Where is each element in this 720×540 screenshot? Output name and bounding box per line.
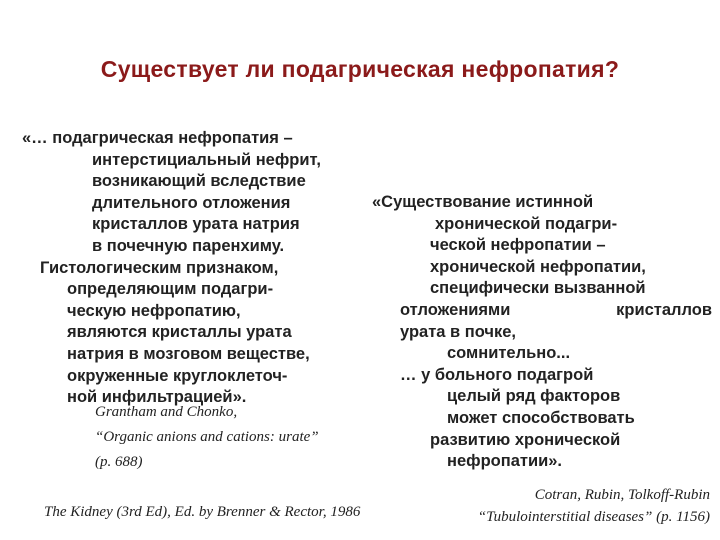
right-quote <box>372 192 712 473</box>
right-quote-word: кристаллов <box>616 300 712 319</box>
left-quote-line: интерстициальный нефрит, <box>92 150 321 169</box>
left-citation-line: Grantham and Chonko, <box>95 404 238 420</box>
right-quote-line: развитию хронической <box>430 430 621 449</box>
right-quote-line: хронической подагри- <box>435 214 618 233</box>
footer-source-left: The Kidney (3rd Ed), Ed. by Brenner & Rector, 1986 <box>44 504 361 520</box>
left-quote-line: окруженные круглоклеточ- <box>67 366 288 385</box>
footer-source-right-line: “Tubulointerstitial diseases” (p. 1156) <box>477 509 710 525</box>
right-quote-line: ческой нефропатии – <box>430 236 606 255</box>
left-quote-line: ной инфильтрацией». <box>67 388 247 407</box>
left-quote-line: ческую нефропатию, <box>67 301 241 320</box>
left-citation <box>95 400 319 475</box>
left-quote-line: длительного отложения <box>92 193 291 212</box>
left-quote-line: натрия в мозговом веществе, <box>67 344 310 363</box>
left-citation-line: “Organic anions and cations: urate” <box>95 429 319 445</box>
right-quote-line: специфически вызванной <box>430 279 646 298</box>
right-quote-word: отложениями <box>400 300 511 319</box>
footer-source-right-line: Cotran, Rubin, Tolkoff-Rubin <box>534 487 710 503</box>
left-quote-line: являются кристаллы урата <box>67 323 292 342</box>
right-quote-line: хронической нефропатии, <box>430 257 646 276</box>
left-quote <box>22 128 392 409</box>
right-quote-line: «Существование истинной <box>372 193 594 211</box>
left-quote-line: Гистологическим признаком, <box>40 258 279 277</box>
right-quote-line: нефропатии». <box>447 452 563 471</box>
left-citation-line: (p. 688) <box>95 454 143 470</box>
right-quote-line: целый ряд факторов <box>447 387 621 406</box>
left-quote-line: в почечную паренхиму. <box>92 236 285 255</box>
left-quote-line: кристаллов урата натрия <box>92 215 300 234</box>
footer-source-right <box>460 484 710 528</box>
slide-title: Существует ли подагрическая нефропатия? <box>100 56 620 82</box>
right-quote-line: сомнительно... <box>447 344 571 363</box>
left-quote-line: определяющим подагри- <box>67 280 274 299</box>
right-quote-line: … у больного подагрой <box>400 365 594 384</box>
right-quote-justified-line <box>372 300 712 322</box>
left-quote-line: «… подагрическая нефропатия – <box>22 129 293 147</box>
right-quote-line: может способствовать <box>447 408 635 427</box>
right-quote-line: урата в почке, <box>400 322 517 341</box>
left-quote-line: возникающий вследствие <box>92 172 306 191</box>
